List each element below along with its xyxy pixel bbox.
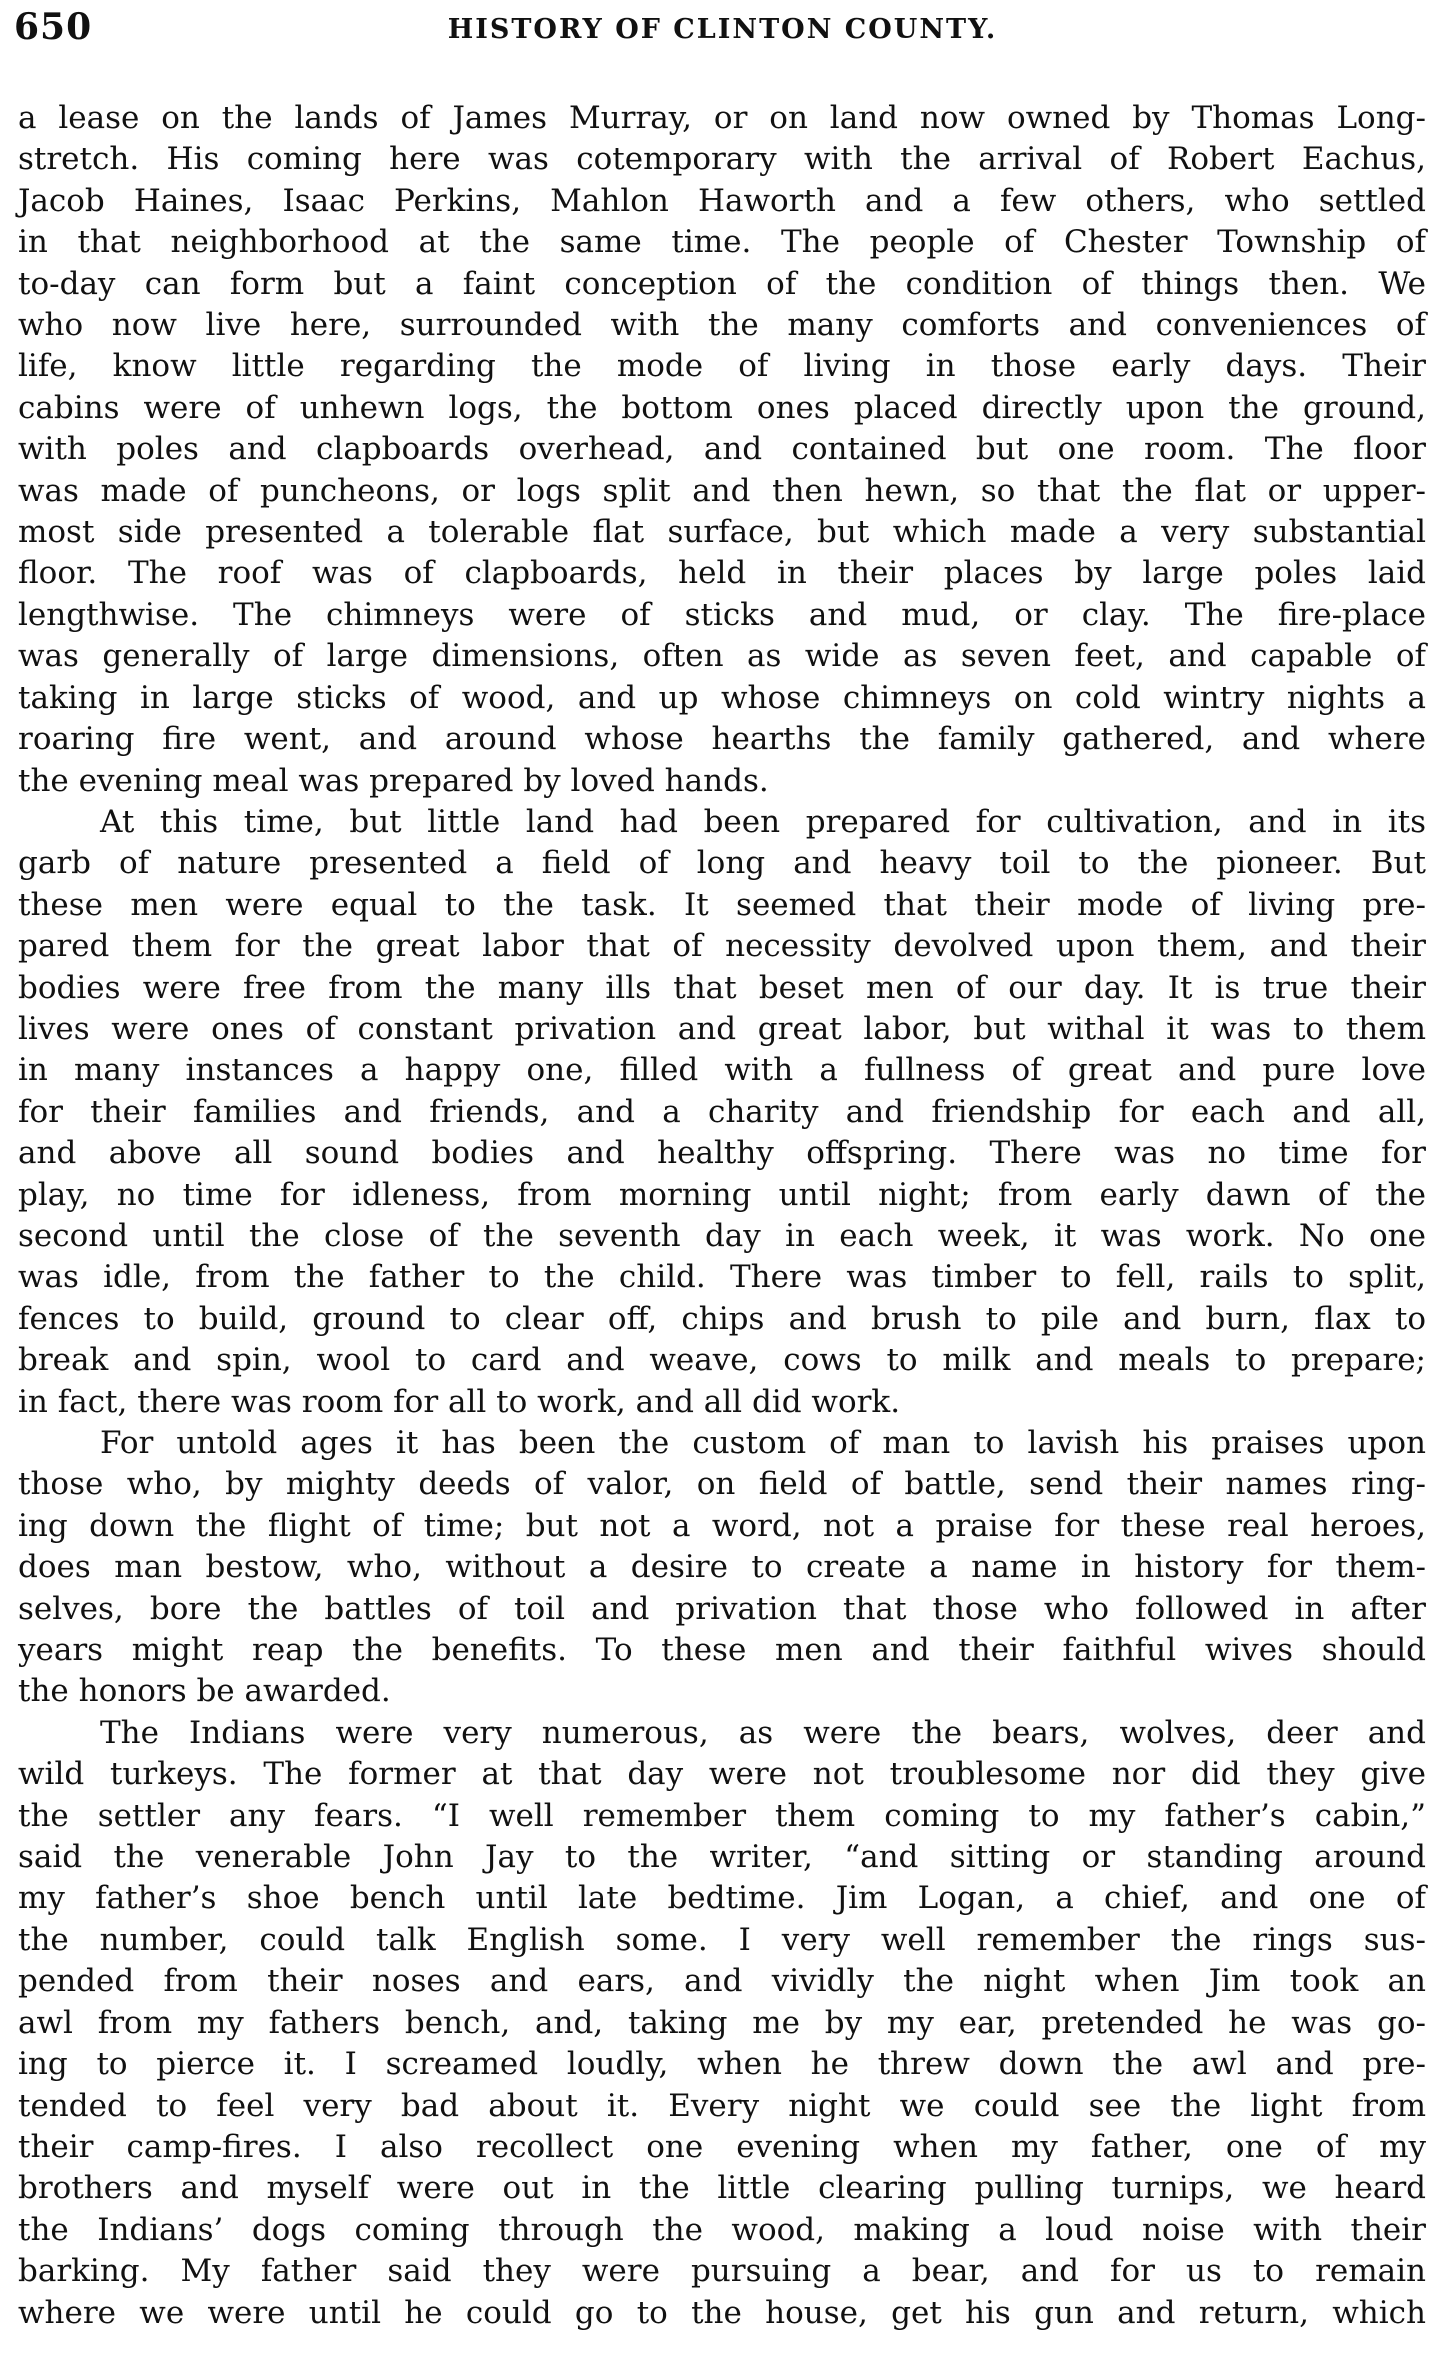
text-line: to-day can form but a faint conception of the condition of things then. We	[18, 265, 1426, 302]
text-line: Jacob Haines, Isaac Perkins, Mahlon Haworth and a few others, who settled	[18, 182, 1426, 219]
text-line: was idle, from the father to the child. There was timber to fell, rails to split,	[18, 1259, 1426, 1296]
text-line: pared them for the great labor that of necessity devolved upon them, and their	[18, 928, 1426, 965]
text-line: and above all sound bodies and healthy offspring. There was no time for	[18, 1135, 1426, 1172]
running-head: HISTORY OF CLINTON COUNTY.	[447, 14, 998, 45]
text-line: the settler any fears. “I well remember them coming to my father’s cabin,”	[18, 1797, 1426, 1834]
paragraph	[18, 802, 1426, 1423]
text-line: play, no time for idleness, from morning until night; from early dawn of the	[18, 1176, 1426, 1213]
text-line: their camp-fires. I also recollect one evening when my father, one of my	[18, 2128, 1426, 2165]
text-line: was generally of large dimensions, often as wide as seven feet, and capable of	[18, 638, 1426, 675]
text-line: awl from my fathers bench, and, taking me by my ear, pretended he was go-	[18, 2004, 1426, 2041]
text-line: fences to build, ground to clear off, chips and brush to pile and burn, flax to	[18, 1300, 1426, 1337]
text-line: my father’s shoe bench until late bedtime. Jim Logan, a chief, and one of	[18, 1880, 1426, 1917]
text-line: the number, could talk English some. I very well remember the rings sus-	[18, 1921, 1426, 1958]
text-line: barking. My father said they were pursuing a bear, and for us to remain	[18, 2253, 1426, 2290]
text-line: ing to pierce it. I screamed loudly, when he threw down the awl and pre-	[18, 2046, 1426, 2083]
text-line: in fact, there was room for all to work, and all did work.	[18, 1383, 901, 1420]
text-line: these men were equal to the task. It seemed that their mode of living pre-	[18, 886, 1426, 923]
text-line: lengthwise. The chimneys were of sticks and mud, or clay. The fire-place	[18, 596, 1426, 633]
text-line: roaring fire went, and around whose hearths the family gathered, and where	[18, 721, 1426, 758]
body-text	[18, 98, 1426, 2334]
text-line: floor. The roof was of clapboards, held in their places by large poles laid	[18, 555, 1426, 592]
text-line: years might reap the benefits. To these men and their faithful wives should	[18, 1632, 1426, 1669]
text-line: wild turkeys. The former at that day were not troublesome nor did they give	[18, 1756, 1426, 1793]
text-line: who now live here, surrounded with the many comforts and conveniences of	[18, 307, 1426, 344]
text-line: bodies were free from the many ills that beset men of our day. It is true their	[18, 969, 1426, 1006]
text-line: tended to feel very bad about it. Every night we could see the light from	[18, 2087, 1426, 2124]
paragraph	[18, 98, 1426, 802]
paragraph	[18, 1423, 1426, 1713]
text-line: selves, bore the battles of toil and privation that those who followed in after	[18, 1590, 1426, 1627]
text-line: with poles and clapboards overhead, and contained but one room. The floor	[18, 431, 1426, 468]
text-line: life, know little regarding the mode of living in those early days. Their	[18, 348, 1426, 385]
text-line: most side presented a tolerable flat surface, but which made a very substantial	[18, 514, 1426, 551]
text-line: stretch. His coming here was cotemporary with the arrival of Robert Eachus,	[18, 141, 1426, 178]
text-line: those who, by mighty deeds of valor, on field of battle, send their names ring-	[18, 1466, 1426, 1503]
text-line: in that neighborhood at the same time. The people of Chester Township of	[18, 224, 1426, 261]
text-line: lives were ones of constant privation and great labor, but withal it was to them	[18, 1010, 1426, 1047]
text-line: ing down the flight of time; but not a word, not a praise for these real heroes,	[18, 1507, 1426, 1544]
text-line: a lease on the lands of James Murray, or on land now owned by Thomas Long-	[18, 100, 1426, 136]
text-line: garb of nature presented a field of long and heavy toil to the pioneer. But	[18, 845, 1426, 882]
text-line: The Indians were very numerous, as were the bears, wolves, deer and	[100, 1714, 1426, 1751]
paragraph	[18, 1713, 1426, 2334]
text-line: cabins were of unhewn logs, the bottom ones placed directly upon the ground,	[18, 389, 1426, 426]
text-line: where we were until he could go to the house, get his gun and return, which	[18, 2294, 1426, 2331]
text-line: does man bestow, who, without a desire to create a name in history for them-	[18, 1549, 1426, 1586]
page-number: 650	[14, 6, 93, 48]
text-line: the Indians’ dogs coming through the wood, making a loud noise with their	[18, 2211, 1426, 2248]
text-line: pended from their noses and ears, and vividly the night when Jim took an	[18, 1963, 1426, 2000]
text-line: At this time, but little land had been prepared for cultivation, and in its	[100, 803, 1426, 840]
text-line: taking in large sticks of wood, and up whose chimneys on cold wintry nights a	[18, 679, 1426, 716]
text-line: the honors be awarded.	[18, 1673, 391, 1710]
text-line: was made of puncheons, or logs split and then hewn, so that the flat or upper-	[18, 472, 1426, 509]
text-line: in many instances a happy one, filled with a fullness of great and pure love	[18, 1052, 1426, 1089]
text-line: For untold ages it has been the custom of man to lavish his praises upon	[100, 1425, 1426, 1461]
text-line: the evening meal was prepared by loved hands.	[18, 762, 769, 799]
text-line: second until the close of the seventh day in each week, it was work. No one	[18, 1217, 1426, 1254]
text-line: for their families and friends, and a charity and friendship for each and all,	[18, 1093, 1426, 1130]
text-line: said the venerable John Jay to the writer, “and sitting or standing around	[18, 1839, 1426, 1876]
text-line: brothers and myself were out in the little clearing pulling turnips, we heard	[18, 2170, 1426, 2207]
text-line: break and spin, wool to card and weave, cows to milk and meals to prepare;	[18, 1342, 1426, 1379]
